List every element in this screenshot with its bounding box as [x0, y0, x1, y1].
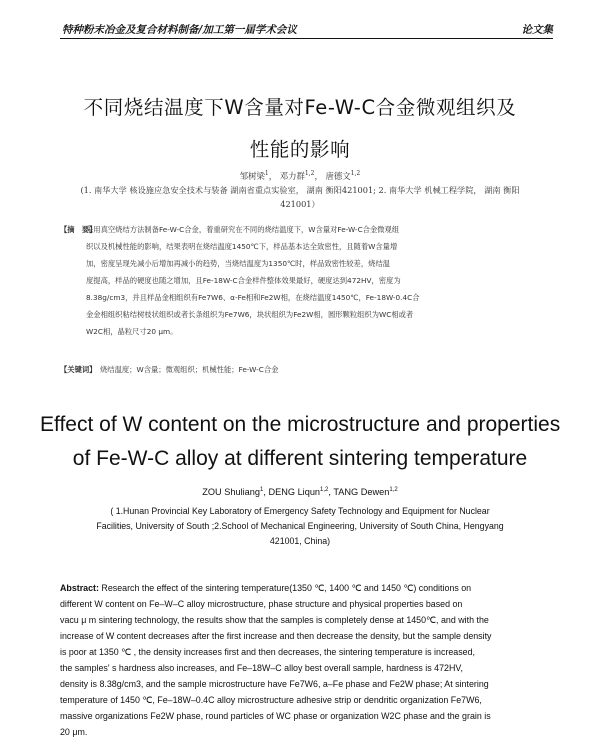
chinese-abstract-line: 度提高，样品的硬度也随之增加，且Fe-18W-C合金样件整体效果最好，硬度达到472HV，密度为 — [86, 276, 401, 285]
english-author-2: DENG Liqun — [268, 487, 321, 497]
english-title-line-2: of Fe-W-C alloy at different sintering temperature — [72, 447, 528, 470]
chinese-keywords-text: 烧结温度；W含量；微观组织；机械性能；Fe-W-C合金 — [100, 365, 279, 374]
chinese-abstract-label: 【摘 要】 — [60, 225, 97, 234]
chinese-author-2-mark: 1,2 — [304, 170, 315, 178]
chinese-abstract-line: W2C相，晶粒尺寸20 μm。 — [86, 327, 178, 336]
english-title-line-1: Effect of W content on the microstructure and properties — [40, 413, 561, 436]
header-rule — [60, 38, 553, 39]
english-author-3: TANG Dewen — [333, 487, 390, 497]
journal-name: 特种粉末冶金及复合材料制备/加工第一届学术会议 — [62, 24, 297, 36]
english-abstract-first-line: Research the effect of the sintering temperature(1350 ℃, 1400 ℃ and 1450 ℃) conditions on — [98, 583, 472, 593]
chinese-keywords — [60, 365, 516, 377]
english-abstract-line: temperature of 1450 ℃, Fe–18W–0.4C alloy microstructure adhesive strip or dendritic organization Fe7W6, — [60, 695, 482, 705]
english-author-3-mark: 1,2 — [389, 486, 398, 493]
english-abstract-line: different W content on Fe–W–C alloy microstructure, phase structure and physical properties based on — [60, 599, 463, 609]
english-abstract-line: is poor at 1350 ℃ , the density increases first and then decreases, the sintering temperature is increased, — [60, 647, 475, 657]
chinese-affiliation-line-1: (1. 南华大学 核设施应急安全技术与装备 湖南省重点实验室， 湖南 衡阳421001; 2. 南华大学 机械工程学院， 湖南 衡阳 — [80, 185, 520, 195]
chinese-abstract-line: 采用真空烧结方法制备Fe-W-C合金，着重研究在不同的烧结温度下，W含量对Fe-W-C合金微观组 — [86, 225, 400, 234]
english-abstract-line: 20 μm. — [60, 727, 88, 737]
chinese-keywords-label: 【关键词】 — [60, 365, 97, 374]
chinese-author-2: 邓力群 — [279, 171, 305, 181]
english-author-2-mark: 1,2 — [320, 486, 329, 493]
chinese-affiliation-line-2: 421001） — [280, 199, 320, 209]
chinese-author-1-mark: 1 — [264, 170, 269, 178]
chinese-author-3: 唐德文 — [325, 171, 351, 181]
english-abstract-line: density is 8.38g/cm3, and the sample microstructure have Fe7W6, a–Fe phase and Fe2W phase; At sintering — [60, 679, 489, 689]
chinese-abstract-line: 8.38g/cm3，并且样品金相组织有Fe7W6、α-Fe相和Fe2W相，在烧结温度1450℃，Fe-18W-0.4C合 — [86, 293, 420, 302]
chinese-abstract — [60, 225, 516, 350]
english-affiliation-line-2: Facilities, University of South ;2.School of Mechanical Engineering, University of South China, Hengyang — [96, 521, 504, 531]
author-separator: ， — [314, 171, 323, 181]
english-abstract-line: vacu μ m sintering technology, the results show that the samples is completely dense at 1450℃, and with the — [60, 615, 489, 625]
english-abstract-line: increase of W content decreases after the first increase and then decrease the density, but the sample density — [60, 631, 492, 641]
running-header — [60, 22, 553, 38]
chinese-title-line-1: 不同烧结温度下W含量对Fe-W-C合金微观组织及 — [83, 96, 517, 119]
english-abstract-line: massive organizations Fe2W phase, round particles of WC phase or organization W2C phase and the grain is — [60, 711, 491, 721]
chinese-abstract-line: 织以及机械性能的影响，结果表明在烧结温度1450℃下，样品基本达全致密性，且随着W含量增 — [86, 242, 398, 251]
english-abstract-label: Abstract: — [60, 583, 99, 593]
author-separator: ， — [268, 171, 278, 181]
english-affiliation-line-3: 421001, China) — [269, 536, 331, 546]
chinese-title-line-2: 性能的影响 — [249, 138, 351, 161]
english-abstract-line — [60, 583, 471, 594]
chinese-author-1: 邹树梁 — [239, 171, 265, 181]
chinese-abstract-line: 金金相组织粘结树枝状组织或者长条组织为Fe7W6，块状组织为Fe2W相，圆形颗粒组织为WC相或者 — [86, 310, 414, 319]
english-authors — [0, 487, 600, 497]
chinese-abstract-line: 加，密度呈现先减小后增加再减小的趋势，当烧结温度为1350℃时，样品致密性较差，烧结温 — [86, 259, 391, 268]
section-label: 论文集 — [521, 24, 553, 36]
author-separator: , — [263, 487, 269, 497]
english-abstract-line: the samples' s hardness also increases, and Fe–18W–C alloy best overall sample, hardness is 472HV, — [60, 663, 463, 673]
english-author-1: ZOU Shuliang — [202, 487, 261, 497]
english-affiliation-line-1: ( 1.Hunan Provincial Key Laboratory of Emergency Safety Technology and Equipment for Nuclear — [110, 506, 490, 516]
english-author-1-mark: 1 — [260, 486, 264, 493]
chinese-authors — [0, 170, 600, 182]
author-separator: , — [328, 487, 334, 497]
chinese-author-3-mark: 1,2 — [350, 170, 361, 178]
